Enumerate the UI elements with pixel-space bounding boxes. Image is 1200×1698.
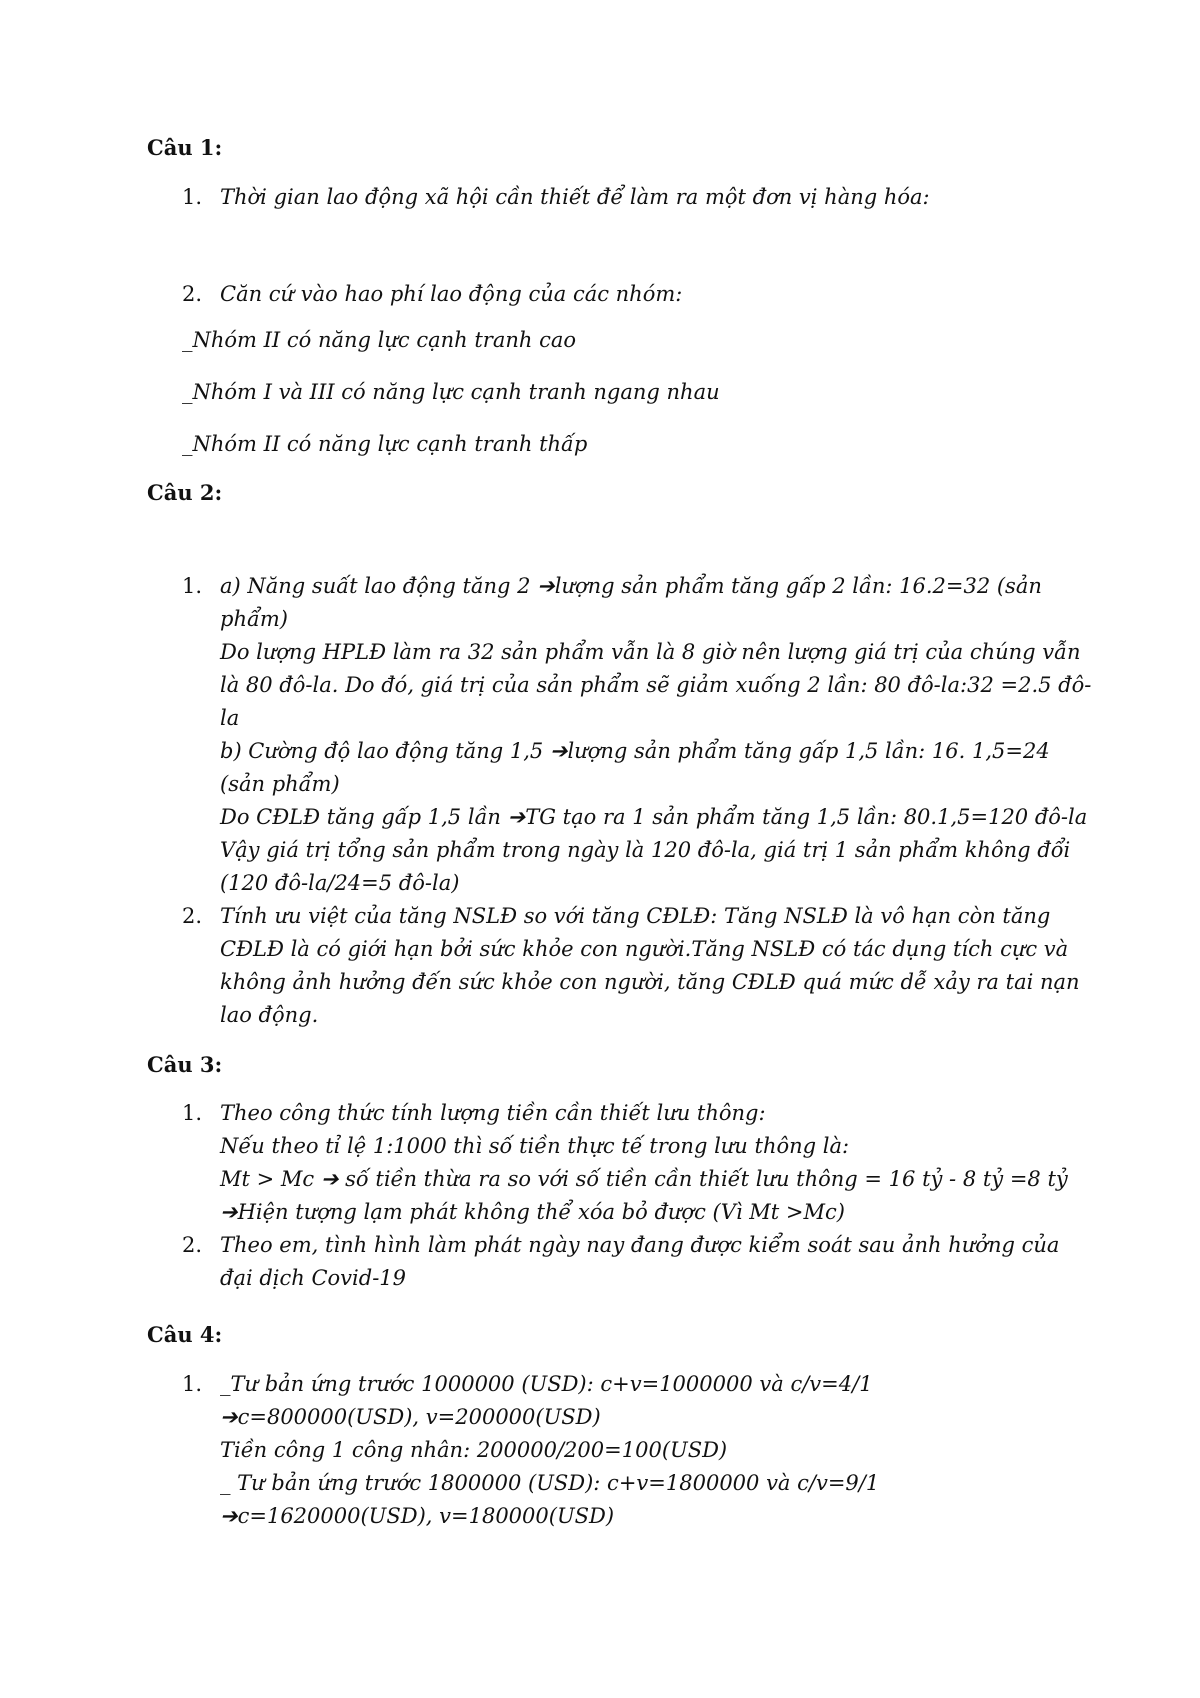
list-item [182,181,1062,214]
text-line: phẩm) [220,607,288,631]
list-item [182,1229,1062,1295]
list-number: 1. [182,1372,203,1396]
list-number: 2. [182,904,203,928]
section-heading-2: Câu 2: [147,480,223,505]
section-heading-4: Câu 4: [147,1322,223,1347]
text-line: Thời gian lao động xã hội cần thiết để làm ra một đơn vị hàng hóa: [220,185,930,209]
list-item [182,278,1062,311]
text-line: Nếu theo tỉ lệ 1:1000 thì số tiền thực tế trong lưu thông là: [220,1134,850,1158]
list-number: 1. [182,185,203,209]
text-line: (120 đô-la/24=5 đô-la) [220,871,460,895]
text-line: _Tư bản ứng trước 1000000 (USD): c+v=1000000 và c/v=4/1 [220,1372,873,1396]
text-line: ➔c=800000(USD), v=200000(USD) [220,1405,601,1429]
text-line: Tiền công 1 công nhân: 200000/200=100(USD) [220,1438,728,1462]
text-line: lao động. [220,1003,319,1027]
paragraph: _Nhóm I và III có năng lực cạnh tranh ngang nhau [182,380,720,404]
text-line: không ảnh hưởng đến sức khỏe con người, tăng CĐLĐ quá mức dễ xảy ra tai nạn [220,970,1080,994]
list-number: 1. [182,1101,203,1125]
text-line: đại dịch Covid-19 [220,1266,407,1290]
text-line: Do CĐLĐ tăng gấp 1,5 lần ➔TG tạo ra 1 sản phẩm tăng 1,5 lần: 80.1,5=120 đô-la [220,805,1088,829]
text-line: Tính ưu việt của tăng NSLĐ so với tăng CĐLĐ: Tăng NSLĐ là vô hạn còn tăng [220,904,1051,928]
section-heading-1: Câu 1: [147,135,223,160]
list-number: 2. [182,1233,203,1257]
paragraph: _Nhóm II có năng lực cạnh tranh thấp [182,432,588,456]
text-line: Vậy giá trị tổng sản phẩm trong ngày là 120 đô-la, giá trị 1 sản phẩm không đổi [220,838,1071,862]
text-line: Do lượng HPLĐ làm ra 32 sản phẩm vẫn là 8 giờ nên lượng giá trị của chúng vẫn [220,640,1081,664]
list-item [182,570,1092,900]
text-line: CĐLĐ là có giới hạn bởi sức khỏe con người.Tăng NSLĐ có tác dụng tích cực và [220,937,1069,961]
text-line: ➔Hiện tượng lạm phát không thể xóa bỏ được (Vì Mt >Mc) [220,1200,845,1224]
text-line: Căn cứ vào hao phí lao động của các nhóm: [220,282,683,306]
text-line: a) Năng suất lao động tăng 2 ➔lượng sản phẩm tăng gấp 2 lần: 16.2=32 (sản [220,574,1042,598]
text-line: ➔c=1620000(USD), v=180000(USD) [220,1504,615,1528]
section-heading-3: Câu 3: [147,1052,223,1077]
list-number: 2. [182,282,203,306]
text-line: Theo công thức tính lượng tiền cần thiết lưu thông: [220,1101,766,1125]
text-line: b) Cường độ lao động tăng 1,5 ➔lượng sản phẩm tăng gấp 1,5 lần: 16. 1,5=24 [220,739,1050,763]
text-line: (sản phẩm) [220,772,340,796]
list-item [182,900,1080,1032]
list-number: 1. [182,574,203,598]
text-line: là 80 đô-la. Do đó, giá trị của sản phẩm sẽ giảm xuống 2 lần: 80 đô-la:32 =2.5 đô- [220,673,1092,697]
list-item [182,1097,1068,1229]
paragraph: _Nhóm II có năng lực cạnh tranh cao [182,328,576,352]
text-line: Mt > Mc ➔ số tiền thừa ra so với số tiền cần thiết lưu thông = 16 tỷ - 8 tỷ =8 tỷ [220,1167,1068,1191]
text-line: la [220,706,240,730]
text-line: _ Tư bản ứng trước 1800000 (USD): c+v=1800000 và c/v=9/1 [220,1471,880,1495]
text-line: Theo em, tình hình làm phát ngày nay đang được kiểm soát sau ảnh hưởng của [220,1233,1060,1257]
list-item [182,1368,1062,1533]
